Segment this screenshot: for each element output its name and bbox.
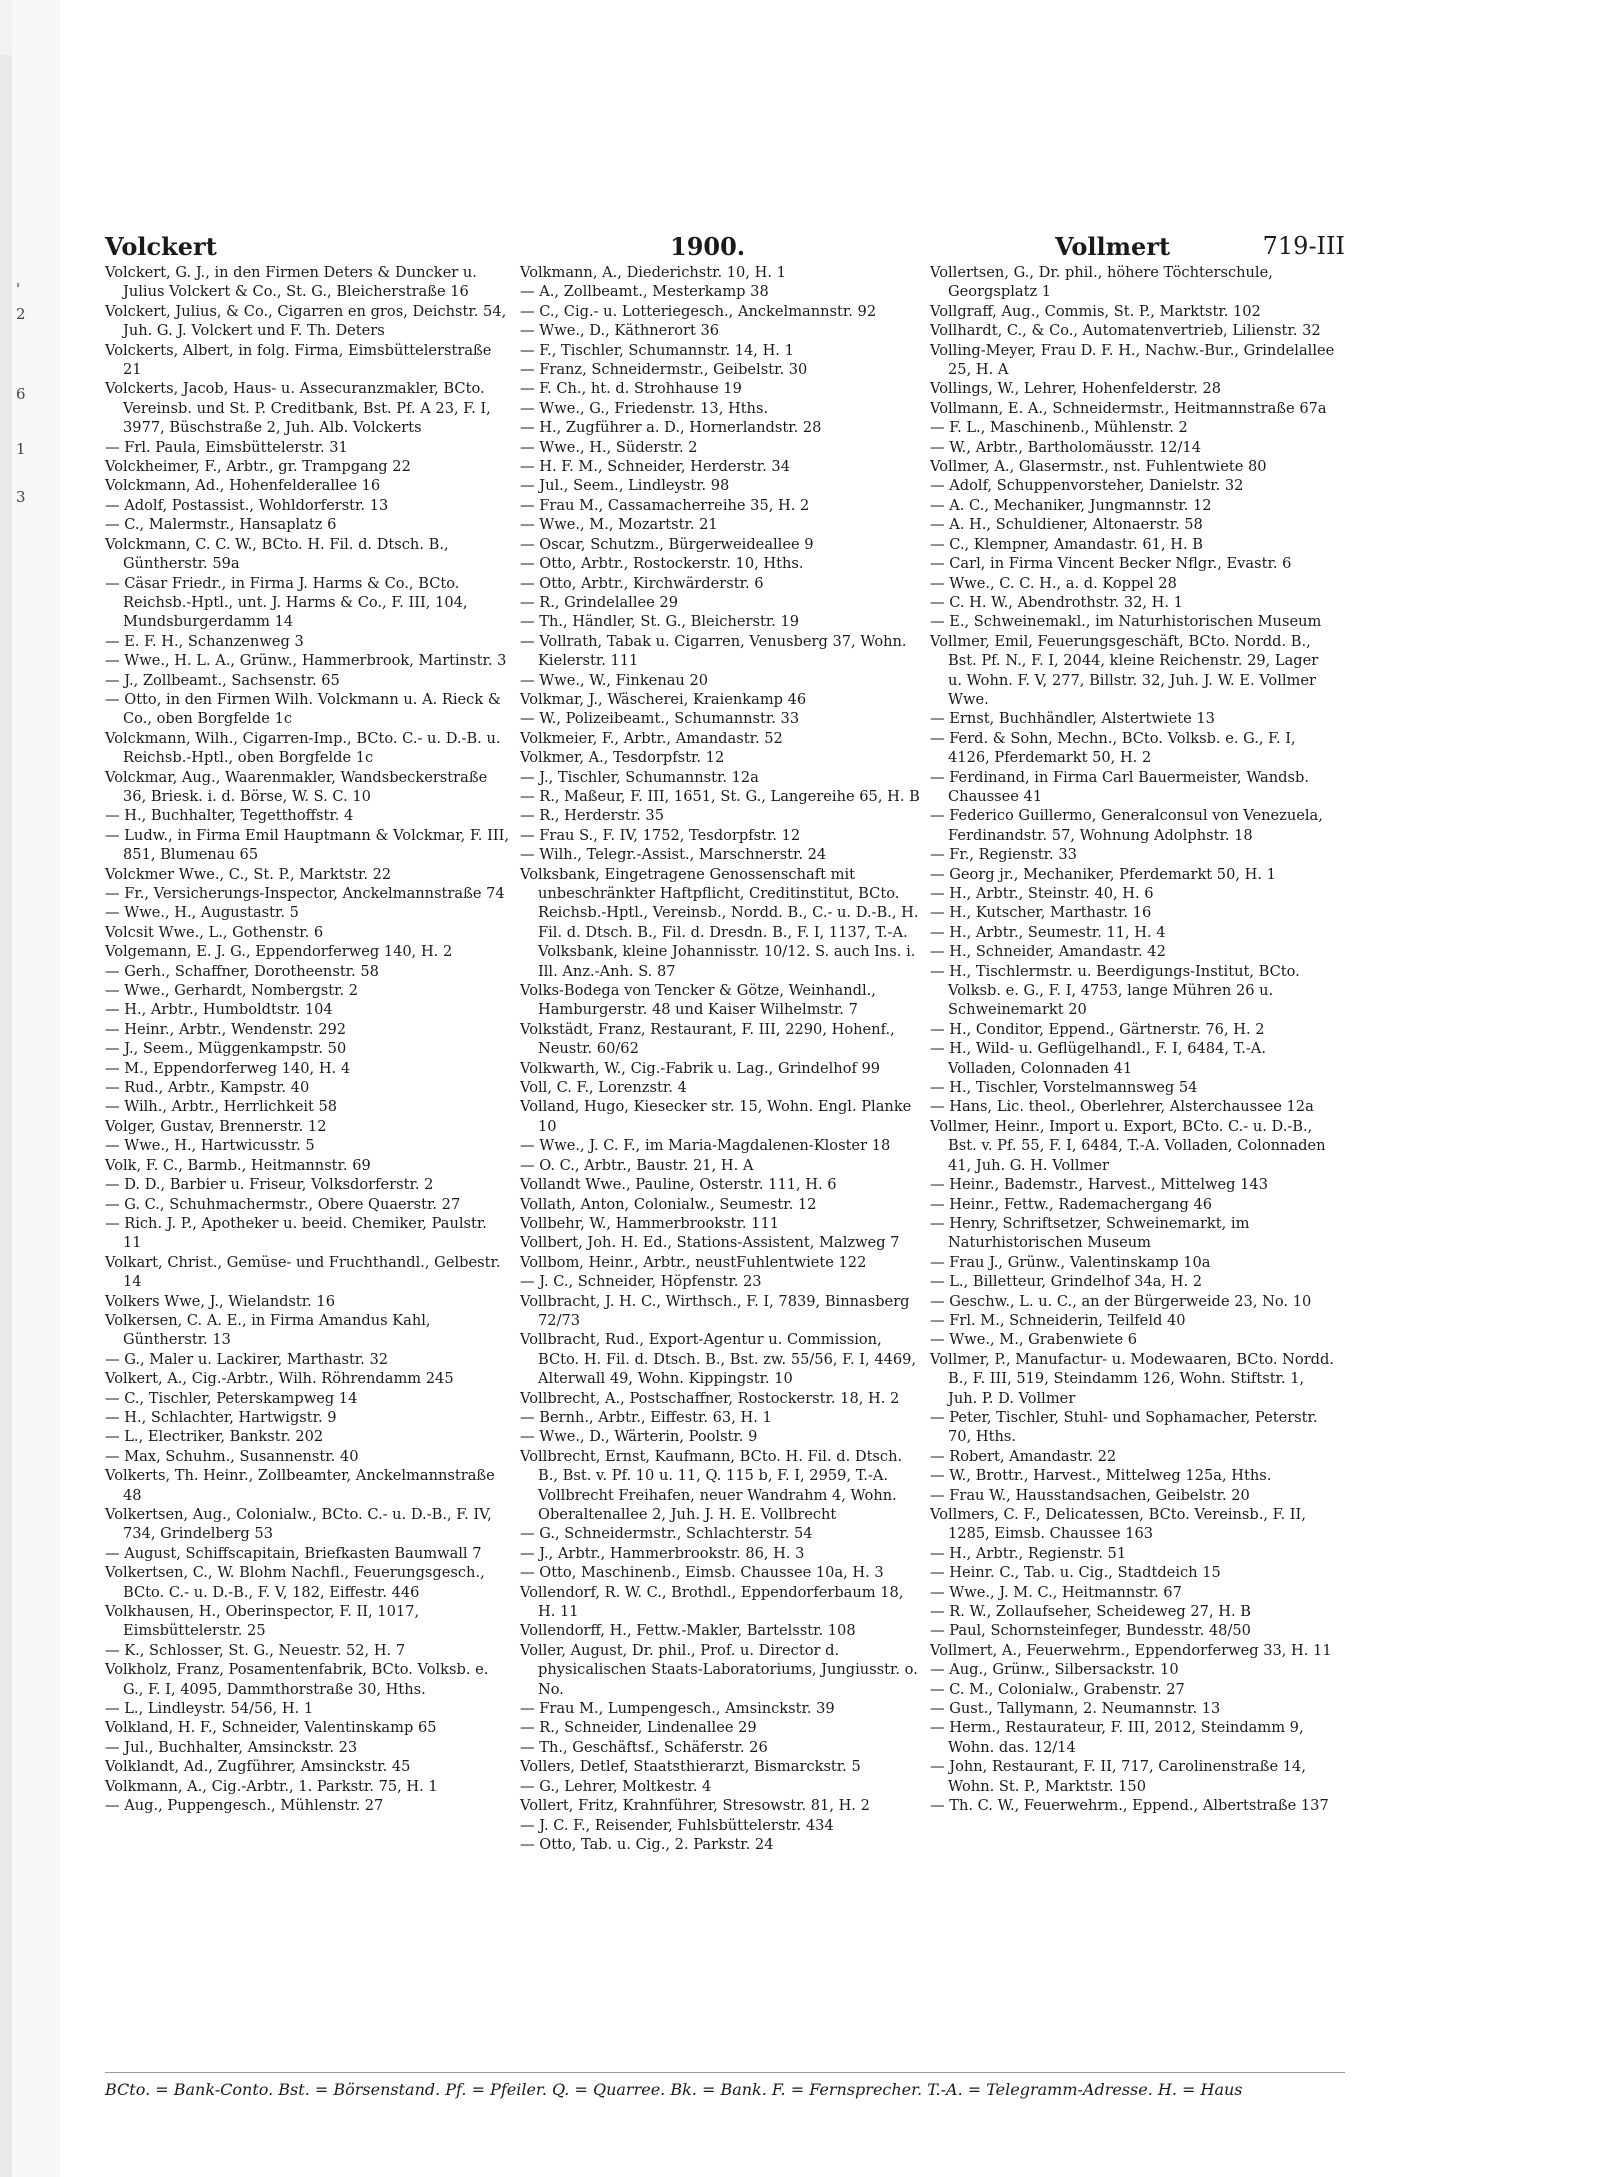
directory-entry: — G., Schneidermstr., Schlachterstr. 54: [520, 1525, 813, 1543]
directory-entry: — Heinr., Bademstr., Harvest., Mittelweg 143: [930, 1176, 1268, 1194]
directory-entry: — Wwe., M., Grabenwiete 6: [930, 1331, 1138, 1349]
directory-entry: Vollert, Fritz, Krahnführer, Stresowstr. 81, H. 2: [520, 1797, 870, 1815]
directory-entry: — K., Schlosser, St. G., Neuestr. 52, H. 7: [105, 1641, 406, 1659]
directory-entry: — Otto, in den Firmen Wilh. Volckmann u. A. Rieck & Co., oben Borgfelde 1c: [105, 690, 501, 728]
directory-entry: Vollgraff, Aug., Commis, St. P., Marktstr. 102: [930, 302, 1261, 320]
directory-entry: — Rich. J. P., Apotheker u. beeid. Chemiker, Paulstr. 11: [105, 1214, 487, 1252]
directory-entry: Vollers, Detlef, Staatsthierarzt, Bismarckstr. 5: [520, 1758, 861, 1776]
directory-entry: — W., Brottr., Harvest., Mittelweg 125a, Hths.: [930, 1467, 1272, 1485]
directory-entry: — H., Arbtr., Humboldtstr. 104: [105, 1001, 333, 1019]
directory-entry: — August, Schiffscapitain, Briefkasten Baumwall 7: [105, 1544, 482, 1562]
directory-entry: Volckert, G. J., in den Firmen Deters & Duncker u. Julius Volckert & Co., St. G., Bleicherstraße 16: [105, 264, 477, 301]
directory-entry: Vollath, Anton, Colonialw., Seumestr. 12: [520, 1195, 817, 1213]
directory-entry: — J., Seem., Müggenkampstr. 50: [105, 1040, 347, 1058]
directory-entry: — H., Schlachter, Hartwigstr. 9: [105, 1408, 337, 1426]
directory-entry: — Jul., Seem., Lindleystr. 98: [520, 477, 730, 495]
directory-entry: Vollmer, Heinr., Import u. Export, BCto. C.- u. D.-B., Bst. v. Pf. 55, F. I, 6484, T.-A. Volladen, Colonnaden 41, Juh. G. H. Vollmer: [930, 1117, 1326, 1174]
directory-entry: Volkmann, A., Cig.-Arbtr., 1. Parkstr. 75, H. 1: [105, 1777, 438, 1795]
directory-entry: — C., Klempner, Amandastr. 61, H. B: [930, 535, 1203, 553]
directory-entry: — Paul, Schornsteinfeger, Bundesstr. 48/50: [930, 1622, 1251, 1640]
column-1: [105, 263, 510, 1816]
directory-entry: — Wwe., J. C. F., im Maria-Magdalenen-Kloster 18: [520, 1137, 891, 1155]
directory-entry: Volkmeier, F., Arbtr., Amandastr. 52: [520, 729, 783, 747]
directory-entry: Vollertsen, G., Dr. phil., höhere Töchterschule, Georgsplatz 1: [930, 264, 1273, 301]
directory-entry: Volckmann, C. C. W., BCto. H. Fil. d. Dtsch. B., Güntherstr. 59a: [105, 535, 449, 573]
directory-entry: — C., Tischler, Peterskampweg 14: [105, 1389, 358, 1407]
directory-entry: — Wwe., G., Friedenstr. 13, Hths.: [520, 399, 769, 417]
directory-entry: Volkmann, A., Diederichstr. 10, H. 1: [520, 264, 786, 281]
directory-entry: — John, Restaurant, F. II, 717, Carolinenstraße 14, Wohn. St. P., Marktstr. 150: [930, 1758, 1306, 1795]
directory-entry: Vollbrecht, A., Postschaffner, Rostockerstr. 18, H. 2: [520, 1389, 900, 1407]
directory-entry: Vollbracht, J. H. C., Wirthsch., F. I, 7839, Binnasberg 72/73: [520, 1292, 910, 1329]
directory-entry: Volkwarth, W., Cig.-Fabrik u. Lag., Grindelhof 99: [520, 1059, 881, 1077]
directory-entry: — Federico Guillermo, Generalconsul von Venezuela, Ferdinandstr. 57, Wohnung Adolphstr. 18: [930, 807, 1323, 844]
directory-entry: Voller, August, Dr. phil., Prof. u. Director d. physicalischen Staats-Laboratoriums, Jungiusstr. o. No.: [520, 1641, 918, 1698]
directory-entry: — R. W., Zollaufseher, Scheideweg 27, H. B: [930, 1603, 1251, 1621]
directory-entry: — Otto, Maschinenb., Eimsb. Chaussee 10a, H. 3: [520, 1564, 884, 1582]
directory-entry: — Hans, Lic. theol., Oberlehrer, Alsterchaussee 12a: [930, 1098, 1314, 1116]
margin-fragment: 3: [16, 488, 26, 506]
directory-entry: Volland, Hugo, Kiesecker str. 15, Wohn. Engl. Planke 10: [520, 1098, 912, 1135]
directory-entry: Volkerts, Th. Heinr., Zollbeamter, Anckelmannstraße 48: [105, 1467, 495, 1504]
directory-entry: — E., Schweinemakl., im Naturhistorischen Museum: [930, 613, 1322, 631]
directory-entry: Vollings, W., Lehrer, Hohenfelderstr. 28: [930, 380, 1222, 398]
directory-entry: Volkmer, A., Tesdorpfstr. 12: [520, 749, 725, 767]
directory-entry: Voll, C. F., Lorenzstr. 4: [520, 1079, 687, 1097]
left-margin: [12, 0, 60, 2177]
directory-entry: — H., Buchhalter, Tegetthoffstr. 4: [105, 807, 354, 825]
directory-entry: — Frau J., Grünw., Valentinskamp 10a: [930, 1253, 1211, 1271]
directory-entry: — C., Cig.- u. Lotteriegesch., Anckelmannstr. 92: [520, 302, 877, 320]
directory-entry: — Frl. M., Schneiderin, Teilfeld 40: [930, 1311, 1186, 1329]
directory-entry: — Frau M., Cassamacherreihe 35, H. 2: [520, 496, 810, 514]
directory-entry: — D. D., Barbier u. Friseur, Volksdorferstr. 2: [105, 1176, 434, 1194]
directory-entry: — R., Maßeur, F. III, 1651, St. G., Langereihe 65, H. B: [520, 787, 920, 805]
directory-entry: — Max, Schuhm., Susannenstr. 40: [105, 1447, 359, 1465]
directory-entry: — Wwe., Gerhardt, Nombergstr. 2: [105, 982, 359, 1000]
directory-entry: — A., Zollbeamt., Mesterkamp 38: [520, 283, 769, 301]
directory-entry: — Cäsar Friedr., in Firma J. Harms & Co., BCto. Reichsb.-Hptl., unt. J. Harms & Co., F. III, 104, Mundsburgerdamm 14: [105, 574, 468, 631]
directory-entry: — C. M., Colonialw., Grabenstr. 27: [930, 1680, 1185, 1698]
directory-entry: Volckmann, Wilh., Cigarren-Imp., BCto. C.- u. D.-B. u. Reichsb.-Hptl., oben Borgfelde 1c: [105, 729, 501, 767]
directory-entry: Volkart, Christ., Gemüse- und Fruchthandl., Gelbestr. 14: [105, 1253, 501, 1291]
directory-entry: Volckmann, Ad., Hohenfelderallee 16: [105, 477, 381, 495]
directory-entry: — R., Grindelallee 29: [520, 593, 679, 611]
directory-entry: Volkers Wwe, J., Wielandstr. 16: [105, 1292, 336, 1310]
directory-entry: — F. Ch., ht. d. Strohhause 19: [520, 380, 742, 398]
directory-entry: Volkertsen, C., W. Blohm Nachfl., Feuerungsgesch., BCto. C.- u. D.-B., F. V, 182, Eiffestr. 446: [105, 1564, 485, 1601]
directory-entry: — H., Kutscher, Marthastr. 16: [930, 904, 1152, 922]
directory-entry: — Jul., Buchhalter, Amsinckstr. 23: [105, 1738, 358, 1756]
directory-entry: Volckmar, Aug., Waarenmakler, Wandsbeckerstraße 36, Briesk. i. d. Börse, W. S. C. 10: [105, 768, 488, 805]
directory-entry: — H., Tischler, Vorstelmannsweg 54: [930, 1079, 1198, 1097]
directory-entry: — F., Tischler, Schumannstr. 14, H. 1: [520, 341, 794, 359]
directory-entry: — G. C., Schuhmachermstr., Obere Quaerstr. 27: [105, 1195, 461, 1213]
directory-entry: Volkmar, J., Wäscherei, Kraienkamp 46: [520, 690, 807, 708]
directory-entry: Volks-Bodega von Tencker & Götze, Weinhandl., Hamburgerstr. 48 und Kaiser Wilhelmstr. 7: [520, 982, 876, 1019]
directory-entry: — Heinr. C., Tab. u. Cig., Stadtdeich 15: [930, 1564, 1221, 1582]
directory-entry: — Wilh., Telegr.-Assist., Marschnerstr. 24: [520, 846, 827, 864]
directory-entry: — Wwe., H., Hartwicusstr. 5: [105, 1137, 315, 1155]
directory-entry: — L., Electriker, Bankstr. 202: [105, 1428, 324, 1446]
directory-entry: — L., Billetteur, Grindelhof 34a, H. 2: [930, 1273, 1203, 1291]
directory-entry: — Th. C. W., Feuerwehrm., Eppend., Albertstraße 137: [930, 1797, 1329, 1815]
directory-entry: Volgemann, E. J. G., Eppendorferweg 140, H. 2: [105, 943, 453, 961]
abbreviations-footer: BCto. = Bank-Conto. Bst. = Börsenstand. Pf. = Pfeiler. Q. = Quarree. Bk. = Bank. F. = Fernsprecher. T.-A. = Telegramm-Adresse. H. = Haus: [105, 2080, 1243, 2099]
directory-entry: — Wwe., D., Käthnerort 36: [520, 322, 720, 340]
directory-entry: Volkertsen, Aug., Colonialw., BCto. C.- u. D.-B., F. IV, 734, Grindelberg 53: [105, 1506, 492, 1543]
directory-entry: — Ernst, Buchhändler, Alstertwiete 13: [930, 710, 1215, 728]
directory-entry: Volger, Gustav, Brennerstr. 12: [105, 1117, 327, 1135]
margin-fragment: 6: [16, 385, 26, 403]
directory-entry: — M., Eppendorferweg 140, H. 4: [105, 1059, 351, 1077]
directory-entry: Volkland, H. F., Schneider, Valentinskamp 65: [105, 1719, 437, 1737]
directory-entry: Vollendorf, R. W. C., Brothdl., Eppendorferbaum 18, H. 11: [520, 1583, 904, 1621]
directory-entry: — H. F. M., Schneider, Herderstr. 34: [520, 458, 790, 476]
directory-entry: — J., Zollbeamt., Sachsenstr. 65: [105, 671, 340, 689]
directory-entry: — Carl, in Firma Vincent Becker Nflgr., Evastr. 6: [930, 555, 1292, 573]
directory-entry: — Geschw., L. u. C., an der Bürgerweide 23, No. 10: [930, 1292, 1312, 1310]
directory-entry: Volckmer Wwe., C., St. P., Marktstr. 22: [105, 865, 392, 883]
directory-entry: Volckert, Julius, & Co., Cigarren en gros, Deichstr. 54, Juh. G. J. Volckert und F. Th. Deters: [105, 302, 507, 340]
directory-entry: — Otto, Arbtr., Kirchwärderstr. 6: [520, 574, 764, 592]
directory-entry: — A. C., Mechaniker, Jungmannstr. 12: [930, 496, 1212, 514]
directory-entry: Volk, F. C., Barmb., Heitmannstr. 69: [105, 1156, 371, 1174]
directory-entry: — L., Lindleystr. 54/56, H. 1: [105, 1700, 314, 1718]
directory-entry: Volckerts, Albert, in folg. Firma, Eimsbüttelerstraße 21: [105, 341, 492, 379]
directory-entry: — J., Tischler, Schumannstr. 12a: [520, 768, 759, 786]
directory-entry: — W., Polizeibeamt., Schumannstr. 33: [520, 710, 800, 728]
directory-entry: — Adolf, Schuppenvorsteher, Danielstr. 32: [930, 477, 1244, 495]
directory-entry: — Wwe., H. L. A., Grünw., Hammerbrook, Martinstr. 3: [105, 652, 507, 670]
directory-entry: Volkstädt, Franz, Restaurant, F. III, 2290, Hohenf., Neustr. 60/62: [520, 1020, 895, 1058]
header-year: 1900.: [670, 232, 746, 261]
directory-entry: — J. C., Schneider, Höpfenstr. 23: [520, 1273, 762, 1291]
directory-entry: — Adolf, Postassist., Wohldorferstr. 13: [105, 496, 389, 514]
directory-entry: Vollmers, C. F., Delicatessen, BCto. Vereinsb., F. II, 1285, Eimsb. Chaussee 163: [930, 1506, 1306, 1543]
directory-entry: Volklandt, Ad., Zugführer, Amsinckstr. 45: [105, 1758, 411, 1776]
directory-entry: — Herm., Restaurateur, F. III, 2012, Steindamm 9, Wohn. das. 12/14: [930, 1719, 1304, 1756]
directory-entry: Vollbracht, Rud., Export-Agentur u. Commission, BCto. H. Fil. d. Dtsch. B., Bst. zw. 55/56, F. I, 4469, Alterwall 49, Wohn. Kippingstr. 10: [520, 1331, 917, 1388]
header-left-keyword: Volckert: [105, 232, 217, 261]
directory-entry: — Wwe., M., Mozartstr. 21: [520, 516, 718, 534]
directory-entry: Volkholz, Franz, Posamentenfabrik, BCto. Volksb. e. G., F. I, 4095, Dammthorstraße 30, Hths.: [105, 1661, 489, 1698]
directory-entry: Vollmer, A., Glasermstr., nst. Fuhlentwiete 80: [930, 458, 1267, 476]
directory-entry: — Ludw., in Firma Emil Hauptmann & Volckmar, F. III, 851, Blumenau 65: [105, 826, 510, 864]
directory-entry: — H., Schneider, Amandastr. 42: [930, 943, 1166, 961]
directory-entry: — A. H., Schuldiener, Altonaerstr. 58: [930, 516, 1203, 534]
margin-fragment: ': [16, 280, 21, 298]
directory-entry: — Wwe., J. M. C., Heitmannstr. 67: [930, 1583, 1182, 1601]
directory-entry: — Frau W., Hausstandsachen, Geibelstr. 20: [930, 1486, 1250, 1504]
margin-fragment: 1: [16, 440, 26, 458]
directory-entry: — Frl. Paula, Eimsbüttelerstr. 31: [105, 438, 348, 456]
directory-entry: — H., Tischlermstr. u. Beerdigungs-Institut, BCto. Volksb. e. G., F. I, 4753, lange Mühren 26 u. Schweinemarkt 20: [930, 962, 1300, 1019]
directory-entry: — Wwe., H., Augustastr. 5: [105, 904, 299, 922]
directory-entry: — Ferd. & Sohn, Mechn., BCto. Volksb. e. G., F. I, 4126, Pferdemarkt 50, H. 2: [930, 729, 1296, 767]
directory-entry: — Georg jr., Mechaniker, Pferdemarkt 50, H. 1: [930, 865, 1276, 883]
directory-entry: — R., Herderstr. 35: [520, 807, 665, 825]
directory-entry: Vollmer, Emil, Feuerungsgeschäft, BCto. Nordd. B., Bst. Pf. N., F. I, 2044, kleine Reichenstr. 29, Lager u. Wohn. F. V, 277, Billstr. 32, Juh. J. W. E. Vollmer Wwe.: [930, 632, 1319, 708]
directory-entry: Volkert, A., Cig.-Arbtr., Wilh. Röhrendamm 245: [105, 1370, 454, 1388]
directory-entry: — Henry, Schriftsetzer, Schweinemarkt, im Naturhistorischen Museum: [930, 1214, 1250, 1252]
page-number: 719-III: [1262, 232, 1345, 260]
directory-entry: — H., Wild- u. Geflügelhandl., F. I, 6484, T.-A. Volladen, Colonnaden 41: [930, 1040, 1266, 1077]
directory-entry: Volckerts, Jacob, Haus- u. Assecuranzmakler, BCto. Vereinsb. und St. P. Creditbank, Bst. Pf. A 23, F. I, 3977, Büschstraße 2, Juh. Alb. Volckerts: [105, 380, 491, 437]
directory-entry: — Fr., Versicherungs-Inspector, Anckelmannstraße 74: [105, 885, 505, 902]
footer-rule: [105, 2072, 1345, 2073]
directory-entry: — Oscar, Schutzm., Bürgerweideallee 9: [520, 535, 814, 553]
directory-entry: — Wilh., Arbtr., Herrlichkeit 58: [105, 1098, 338, 1116]
directory-entry: — H., Arbtr., Regienstr. 51: [930, 1544, 1127, 1562]
directory-entry: Vollbert, Joh. H. Ed., Stations-Assistent, Malzweg 7: [520, 1234, 900, 1252]
directory-entry: Vollbehr, W., Hammerbrookstr. 111: [520, 1214, 780, 1232]
directory-entry: — Wwe., C. C. H., a. d. Koppel 28: [930, 574, 1177, 592]
directory-entry: — Otto, Arbtr., Rostockerstr. 10, Hths.: [520, 555, 804, 573]
directory-entry: — Rud., Arbtr., Kampstr. 40: [105, 1079, 310, 1097]
directory-entry: Vollmert, A., Feuerwehrm., Eppendorferweg 33, H. 11: [930, 1641, 1332, 1659]
directory-entry: — R., Schneider, Lindenallee 29: [520, 1719, 757, 1737]
directory-entry: Vollbrecht, Ernst, Kaufmann, BCto. H. Fil. d. Dtsch. B., Bst. v. Pf. 10 u. 11, Q. 115 b, F. I, 2959, T.-A. Vollbrecht Freihafen, neuer Wandrahm 4, Wohn. Oberaltenallee 2, Juh. J. H. E. Vollbrecht: [520, 1447, 903, 1523]
directory-entry: — Otto, Tab. u. Cig., 2. Parkstr. 24: [520, 1835, 774, 1853]
directory-entry: — Th., Geschäftsf., Schäferstr. 26: [520, 1738, 768, 1756]
directory-entry: Vollbom, Heinr., Arbtr., neustFuhlentwiete 122: [520, 1253, 867, 1271]
column-2: [520, 263, 925, 1854]
directory-entry: Volling-Meyer, Frau D. F. H., Nachw.-Bur., Grindelallee 25, H. A: [930, 341, 1335, 379]
directory-entry: — Fr., Regienstr. 33: [930, 846, 1077, 864]
directory-entry: — Wwe., D., Wärterin, Poolstr. 9: [520, 1428, 758, 1446]
directory-entry: — Robert, Amandastr. 22: [930, 1447, 1117, 1465]
directory-entry: Volkhausen, H., Oberinspector, F. II, 1017, Eimsbüttelerstr. 25: [105, 1603, 420, 1640]
directory-entry: Vollmer, P., Manufactur- u. Modewaaren, BCto. Nordd. B., F. III, 519, Steindamm 126, Wohn. Stiftstr. 1, Juh. P. D. Vollmer: [930, 1350, 1335, 1407]
directory-entry: Vollendorff, H., Fettw.-Makler, Bartelsstr. 108: [520, 1622, 856, 1640]
directory-entry: — W., Arbtr., Bartholomäusstr. 12/14: [930, 438, 1202, 456]
directory-entry: Volcsit Wwe., L., Gothenstr. 6: [105, 923, 324, 941]
directory-entry: Vollandt Wwe., Pauline, Osterstr. 111, H. 6: [520, 1176, 837, 1194]
header-right-keyword: Vollmert: [1055, 232, 1171, 261]
directory-entry: — Heinr., Fettw., Rademachergang 46: [930, 1195, 1213, 1213]
directory-entry: — H., Zugführer a. D., Hornerlandstr. 28: [520, 419, 822, 437]
page-header: [105, 232, 1345, 262]
directory-entry: — Gerh., Schaffner, Dorotheenstr. 58: [105, 962, 379, 980]
directory-entry: — Heinr., Arbtr., Wendenstr. 292: [105, 1020, 347, 1038]
directory-entry: — Vollrath, Tabak u. Cigarren, Venusberg 37, Wohn. Kielerstr. 111: [520, 632, 907, 670]
directory-entry: — Peter, Tischler, Stuhl- und Sophamacher, Peterstr. 70, Hths.: [930, 1408, 1318, 1446]
directory-entry: — O. C., Arbtr., Baustr. 21, H. A: [520, 1156, 754, 1174]
directory-entry: — Wwe., H., Süderstr. 2: [520, 438, 698, 456]
directory-entry: — J. C. F., Reisender, Fuhlsbüttelerstr. 434: [520, 1816, 834, 1834]
directory-entry: — Gust., Tallymann, 2. Neumannstr. 13: [930, 1700, 1221, 1718]
directory-entry: — Frau S., F. IV, 1752, Tesdorpfstr. 12: [520, 826, 801, 844]
directory-entry: Vollmann, E. A., Schneidermstr., Heitmannstraße 67a: [930, 399, 1327, 417]
directory-entry: — Wwe., W., Finkenau 20: [520, 671, 709, 689]
directory-entry: — H., Conditor, Eppend., Gärtnerstr. 76, H. 2: [930, 1020, 1265, 1038]
directory-entry: — Ferdinand, in Firma Carl Bauermeister, Wandsb. Chaussee 41: [930, 768, 1309, 805]
directory-entry: — Franz, Schneidermstr., Geibelstr. 30: [520, 361, 808, 379]
directory-entry: — E. F. H., Schanzenweg 3: [105, 632, 304, 650]
directory-entry: — G., Maler u. Lackirer, Marthastr. 32: [105, 1350, 389, 1368]
directory-entry: Vollhardt, C., & Co., Automatenvertrieb, Lilienstr. 32: [930, 322, 1321, 340]
directory-entry: — C., Malermstr., Hansaplatz 6: [105, 516, 337, 534]
margin-fragment: 2: [16, 305, 26, 323]
directory-entry: Volckheimer, F., Arbtr., gr. Trampgang 22: [105, 458, 411, 476]
directory-entry: Volksbank, Eingetragene Genossenschaft mit unbeschränkter Haftpflicht, Creditinstitut, BCto. Reichsb.-Hptl., Vereinsb., Nordd. B., C.- u. D.-B., H. Fil. d. Dtsch. B., Fil. d. Dresdn. B., F. I, 1137, T.-A. Volksbank, kleine Johannisstr. 10/12. S. auch Ins. i. Ill. Anz.-Anh. S. 87: [520, 865, 919, 980]
directory-entry: — Th., Händler, St. G., Bleicherstr. 19: [520, 613, 800, 631]
directory-entry: — Aug., Puppengesch., Mühlenstr. 27: [105, 1797, 384, 1815]
directory-entry: — Aug., Grünw., Silbersackstr. 10: [930, 1661, 1179, 1679]
directory-entry: — F. L., Maschinenb., Mühlenstr. 2: [930, 419, 1188, 437]
directory-entry: — C. H. W., Abendrothstr. 32, H. 1: [930, 593, 1183, 611]
directory-entry: — J., Arbtr., Hammerbrookstr. 86, H. 3: [520, 1544, 805, 1562]
directory-entry: — G., Lehrer, Moltkestr. 4: [520, 1777, 712, 1795]
directory-entry: Volkersen, C. A. E., in Firma Amandus Kahl, Güntherstr. 13: [105, 1311, 431, 1349]
column-3: [930, 263, 1335, 1816]
directory-entry: — Bernh., Arbtr., Eiffestr. 63, H. 1: [520, 1408, 772, 1426]
directory-entry: — Frau M., Lumpengesch., Amsinckstr. 39: [520, 1700, 835, 1718]
directory-entry: — H., Arbtr., Seumestr. 11, H. 4: [930, 923, 1166, 941]
directory-entry: — H., Arbtr., Steinstr. 40, H. 6: [930, 885, 1154, 902]
